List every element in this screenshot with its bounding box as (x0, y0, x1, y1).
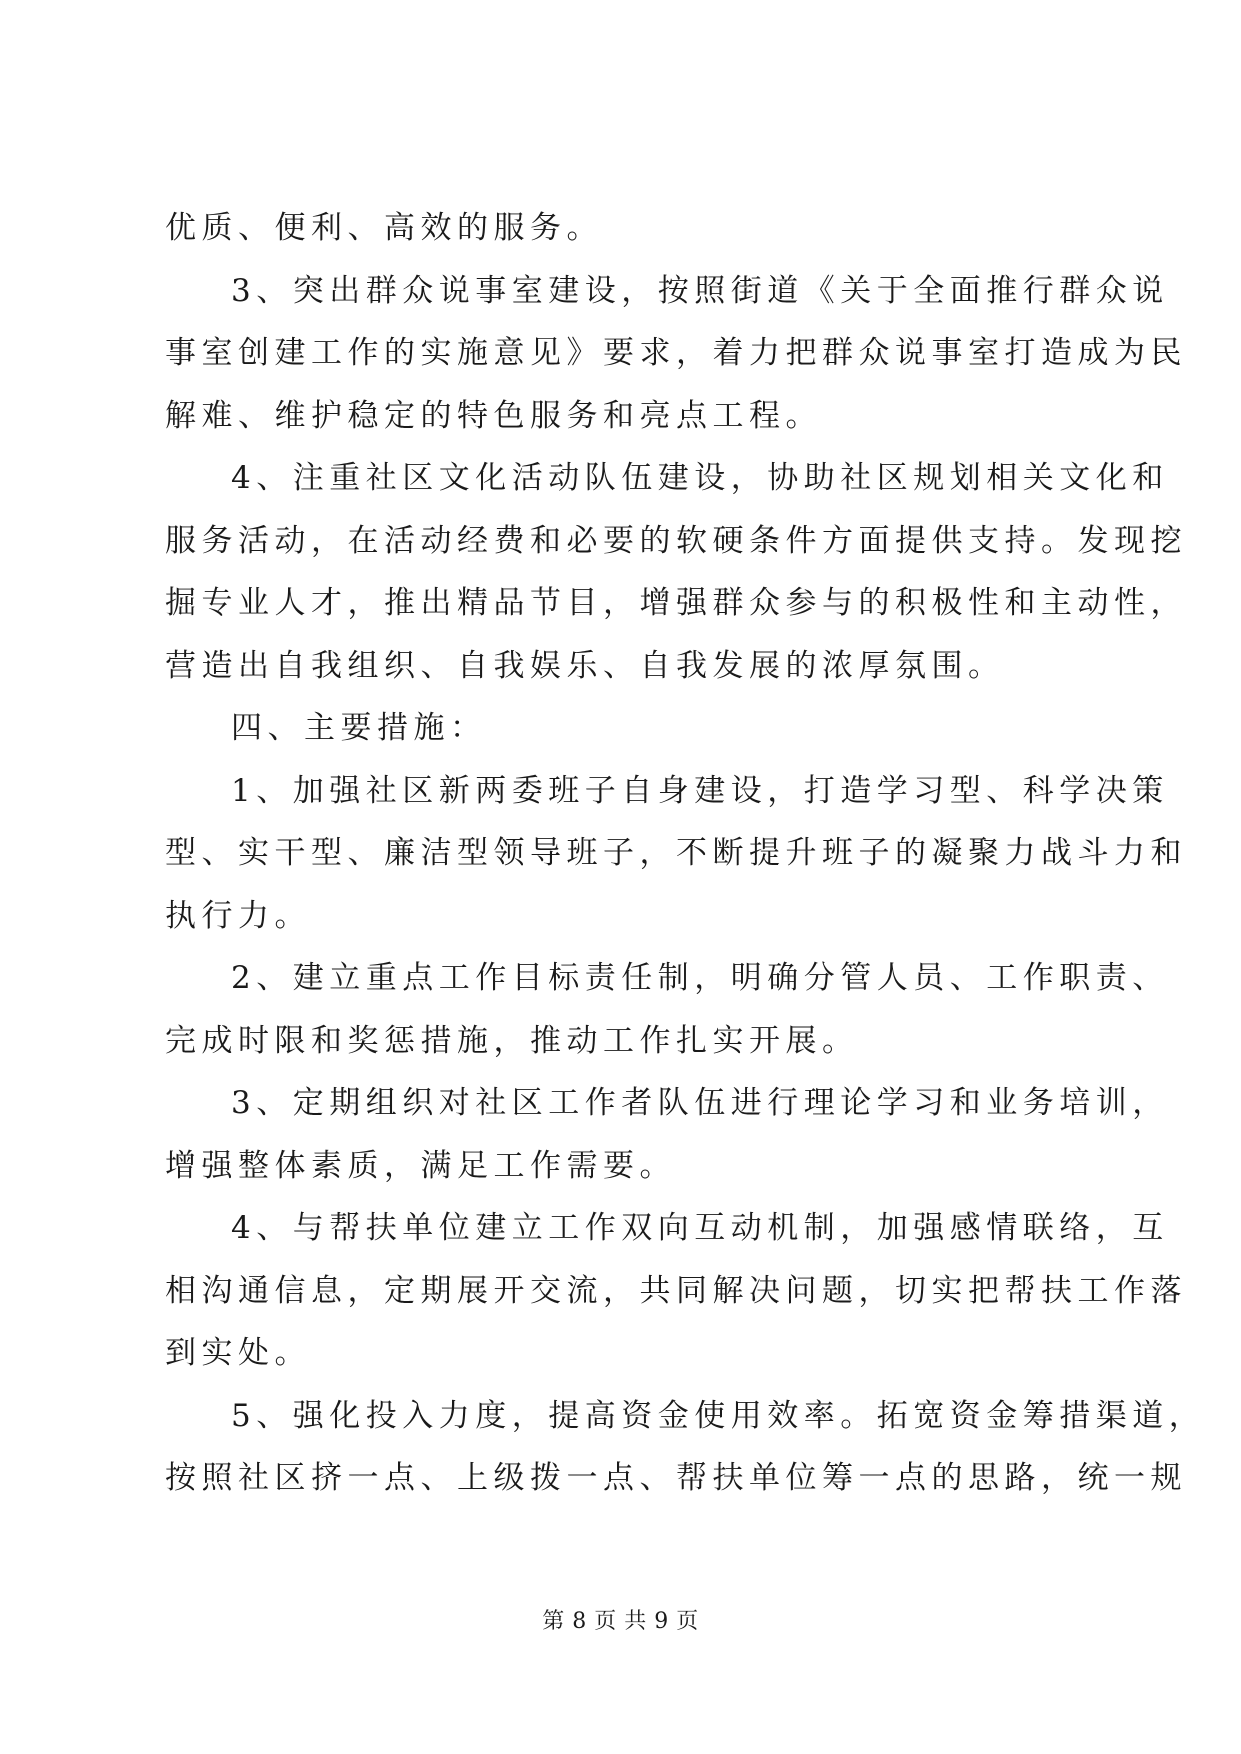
text-line: 营造出自我组织、自我娱乐、自我发展的浓厚氛围。 (165, 647, 1005, 684)
page-number-footer: 第 8 页 共 9 页 (542, 1609, 699, 1634)
document-body (165, 197, 1206, 1510)
text-line: 解难、维护稳定的特色服务和亮点工程。 (165, 397, 822, 434)
section-heading: 四、主要措施： (231, 710, 487, 746)
text-line: 掘专业人才，推出精品节目，增强群众参与的积极性和主动性， (165, 585, 1187, 621)
paragraph-start-line: 4、注重社区文化活动队伍建设，协助社区规划相关文化和 (231, 460, 1169, 496)
paragraph-start-line: 1、加强社区新两委班子自身建设，打造学习型、科学决策 (231, 772, 1169, 809)
text-line: 增强整体素质，满足工作需要。 (165, 1147, 676, 1184)
text-line: 型、实干型、廉洁型领导班子，不断提升班子的凝聚力战斗力和 (165, 835, 1187, 871)
paragraph-start-line: 4、与帮扶单位建立工作双向互动机制，加强感情联络，互 (231, 1210, 1169, 1246)
text-line: 事室创建工作的实施意见》要求，着力把群众说事室打造成为民 (165, 335, 1187, 371)
text-line: 相沟通信息，定期展开交流，共同解决问题，切实把帮扶工作落 (165, 1272, 1187, 1309)
text-line: 完成时限和奖惩措施，推动工作扎实开展。 (165, 1022, 859, 1059)
paragraph-start-line: 3、突出群众说事室建设，按照街道《关于全面推行群众说 (231, 272, 1169, 309)
paragraph-start-line: 2、建立重点工作目标责任制，明确分管人员、工作职责、 (231, 960, 1169, 996)
text-line: 优质、便利、高效的服务。 (165, 210, 603, 246)
paragraph-start-line: 3、定期组织对社区工作者队伍进行理论学习和业务培训， (231, 1085, 1169, 1121)
text-line: 按照社区挤一点、上级拨一点、帮扶单位筹一点的思路，统一规 (165, 1460, 1187, 1496)
paragraph-start-line: 5、强化投入力度，提高资金使用效率。拓宽资金筹措渠道， (231, 1397, 1206, 1434)
text-line: 服务活动，在活动经费和必要的软硬条件方面提供支持。发现挖 (165, 522, 1187, 559)
text-line: 到实处。 (165, 1335, 311, 1371)
text-line: 执行力。 (165, 897, 311, 934)
